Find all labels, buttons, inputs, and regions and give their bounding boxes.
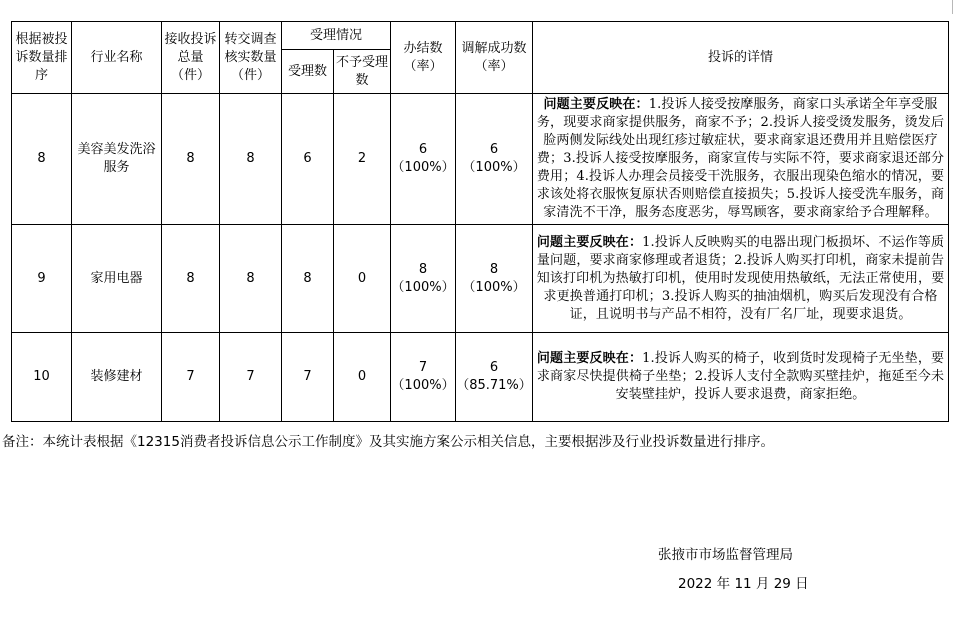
cell-accepted: 7 xyxy=(282,333,334,422)
cell-detail xyxy=(533,94,949,225)
resolved-count: 7 xyxy=(418,360,428,375)
cell-accepted: 6 xyxy=(282,94,334,225)
cell-received: 8 xyxy=(162,225,220,333)
header-resolved: 办结数（率） xyxy=(391,22,456,94)
mediated-rate: （100%） xyxy=(462,279,526,295)
detail-lead: 问题主要反映在： xyxy=(536,351,643,366)
detail-text: 1.投诉人反映购买的电器出现门板损坏、不运作等质量问题，要求商家修理或者退货；2.投诉人购买打印机，商家未提前告知该打印机为热敏打印机，使用时发现使用热敏纸，无法正常使用，要求更换普通打印机；3.投诉人购买的抽油烟机，购买后发现没有合格证，且说明书与产品不相符，没有厂名厂址，现要求退货。 xyxy=(536,234,945,322)
header-accepted: 受理数 xyxy=(282,50,334,94)
header-acceptance: 受理情况 xyxy=(282,22,391,50)
cell-mediated xyxy=(456,333,533,422)
cell-mediated xyxy=(456,94,533,225)
cell-mediated xyxy=(456,225,533,333)
header-rank: 根据被投诉数量排序 xyxy=(12,22,72,94)
cell-accepted: 8 xyxy=(282,225,334,333)
cell-resolved xyxy=(391,94,456,225)
resolved-rate: （100%） xyxy=(391,378,455,393)
complaints-table xyxy=(11,21,949,422)
mediated-rate: （100%） xyxy=(462,160,526,175)
resolved-rate: （100%） xyxy=(391,279,455,295)
cell-industry: 家用电器 xyxy=(72,225,162,333)
cell-industry: 装修建材 xyxy=(72,333,162,422)
header-mediated: 调解成功数（率） xyxy=(456,22,533,94)
mediated-count: 6 xyxy=(489,360,499,375)
cell-not-accepted: 0 xyxy=(334,225,391,333)
cell-rank: 8 xyxy=(12,94,72,225)
header-details: 投诉的详情 xyxy=(533,22,949,94)
mediated-rate: （85.71%） xyxy=(456,378,532,393)
header-received: 接收投诉总量（件） xyxy=(162,22,220,94)
cell-transferred: 7 xyxy=(220,333,282,422)
cell-not-accepted: 0 xyxy=(334,333,391,422)
resolved-count: 6 xyxy=(418,142,428,157)
cell-not-accepted: 2 xyxy=(334,94,391,225)
cell-detail xyxy=(533,333,949,422)
cell-transferred: 8 xyxy=(220,225,282,333)
table-row xyxy=(12,94,949,225)
detail-text: 1.投诉人接受按摩服务，商家口头承诺全年享受服务，现要求商家提供服务，商家不予；2.投诉人接受烫发服务，烫发后脸两侧发际线处出现红疹过敏症状，要求商家退还费用并且赔偿医疗费；3.投诉人接受按摩服务，商家宣传与实际不符，要求商家退还部分费用；4.投诉人办理会员接受干洗服务，衣服出现染色缩水的情况，要求该处将衣服恢复原状否则赔偿直接损失；5.投诉人接受洗车服务，商家清洗不干净，服务态度恶劣，辱骂顾客，要求商家给予合理解释。 xyxy=(536,97,945,220)
resolved-rate: （100%） xyxy=(391,160,455,175)
header-industry: 行业名称 xyxy=(72,22,162,94)
cell-rank: 9 xyxy=(12,225,72,333)
cell-resolved xyxy=(391,333,456,422)
mediated-count: 6 xyxy=(489,142,499,157)
cell-transferred: 8 xyxy=(220,94,282,225)
detail-text: 1.投诉人购买的椅子，收到货时发现椅子无坐垫，要求商家尽快提供椅子坐垫；2.投诉人支付全款购买壁挂炉，拖延至今未安装壁挂炉，投诉人要求退费，商家拒绝。 xyxy=(536,351,945,402)
issue-date: 2022 年 11 月 29 日 xyxy=(678,576,809,592)
cell-resolved xyxy=(391,225,456,333)
header-row-top xyxy=(12,22,949,50)
footnote: 备注：本统计表根据《12315消费者投诉信息公示工作制度》及其实施方案公示相关信息，主要根据涉及行业投诉数量进行排序。 xyxy=(2,434,774,450)
header-not-accepted: 不予受理数 xyxy=(334,50,391,94)
cell-detail xyxy=(533,225,949,333)
table-row xyxy=(12,225,949,333)
cell-received: 8 xyxy=(162,94,220,225)
mediated-count: 8 xyxy=(489,261,499,277)
header-transferred: 转交调查核实数量（件） xyxy=(220,22,282,94)
issuing-organization: 张掖市市场监督管理局 xyxy=(658,547,793,563)
resolved-count: 8 xyxy=(418,261,428,277)
detail-lead: 问题主要反映在： xyxy=(543,97,649,112)
page-corner-mark xyxy=(952,0,954,14)
cell-rank: 10 xyxy=(12,333,72,422)
table-row xyxy=(12,333,949,422)
detail-lead: 问题主要反映在： xyxy=(536,234,643,250)
cell-industry: 美容美发洗浴服务 xyxy=(72,94,162,225)
cell-received: 7 xyxy=(162,333,220,422)
